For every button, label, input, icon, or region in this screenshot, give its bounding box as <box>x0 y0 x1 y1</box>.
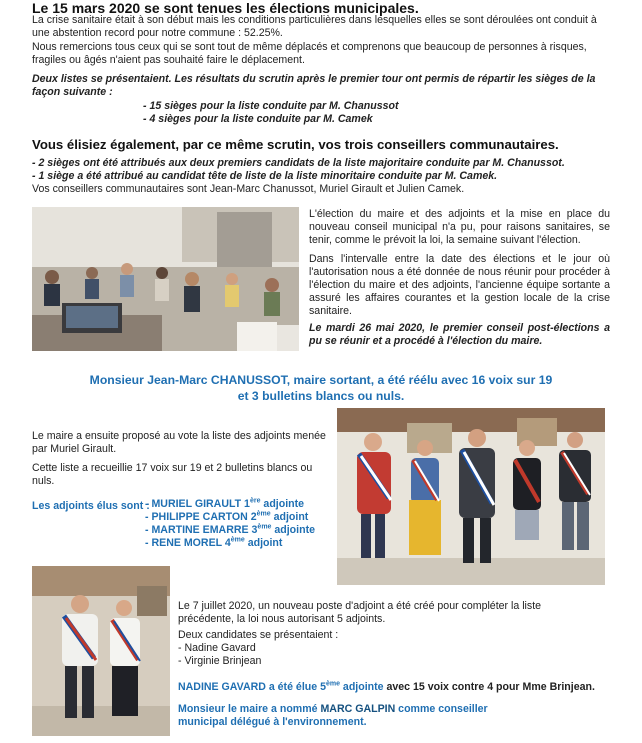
deputies-list <box>145 498 345 550</box>
council-meeting-photo <box>32 207 299 351</box>
deputies-paragraph-2: Cette liste a recueillie 17 voix sur 19 et 2 bulletins blancs ou nuls. <box>32 462 313 487</box>
deputy-2: - PHILIPPE CARTON 2ème adjoint <box>145 510 309 523</box>
delegate-name: MARC GALPIN <box>320 703 396 715</box>
deputy-1: - MURIEL GIRAULT 1ère adjointe <box>145 497 305 510</box>
deputy-3: - MARTINE EMARRE 3ème adjointe <box>145 523 315 536</box>
list-result-1: - 15 sièges pour la liste conduite par M. Chanussot <box>143 100 399 112</box>
july-paragraph-1: Le 7 juillet 2020, un nouveau poste d'adjoint a été créé pour compléter la liste précédente, la loi nous autorisant 5 adjoints. <box>178 600 542 625</box>
elected-deputy-name: NADINE GAVARD <box>178 681 266 693</box>
community-line-3: Vos conseillers communautaires sont Jean-Marc Chanussot, Muriel Girault et Julien Camek. <box>32 183 465 195</box>
deputy-4: - RENE MOREL 4ème adjoint <box>145 536 283 549</box>
new-deputy-photo <box>32 566 170 736</box>
mayor-reelected-line-1: Monsieur Jean-Marc CHANUSSOT, maire sortant, a été réélu avec 16 voix sur 19 <box>89 373 553 387</box>
july-candidate-2: - Virginie Brinjean <box>178 655 262 667</box>
section-title-community: Vous élisiez également, par ce même scrutin, vos trois conseillers communautaires. <box>32 137 559 152</box>
meeting-paragraph-1: L'élection du maire et des adjoints et la mise en place du nouveau conseil municipal n'a pu, pour raisons sanitaires, se tenir, comme le prévoit la loi, la semaine suivant l'élection. <box>309 208 610 246</box>
community-line-2: - 1 siège a été attribué au candidat tête de liste de la liste minoritaire conduite par M. Camek. <box>32 170 498 182</box>
mayor-reelected-line-2: et 3 bulletins blancs ou nuls. <box>237 389 405 403</box>
delegate-appointment: Monsieur le maire a nommé MARC GALPIN comme conseiller municipal délégué à l'environnement. <box>178 703 488 728</box>
section-title-elections: Le 15 mars 2020 se sont tenues les élections municipales. <box>32 0 419 16</box>
july-candidate-1: - Nadine Gavard <box>178 642 256 654</box>
deputies-paragraph-1: Le maire a ensuite proposé au vote la liste des adjoints menée par Muriel Girault. <box>32 430 326 455</box>
community-line-1: - 2 sièges ont été attribués aux deux premiers candidats de la liste majoritaire conduite par M. Chanussot. <box>32 157 565 169</box>
intro-paragraph-1: La crise sanitaire était à son début mais les conditions particulières dans lesquelles elles se sont déroulées ont conduit à une abstention record pour notre commune : 52.25%. <box>32 14 597 39</box>
meeting-paragraph-3: Le mardi 26 mai 2020, le premier conseil post-élections a pu se réunir et a procédé à l'élection du maire. <box>309 322 610 347</box>
list-result-2: - 4 sièges pour la liste conduite par M. Camek <box>143 113 373 125</box>
july-result: NADINE GAVARD a été élue 5ème adjointe avec 15 voix contre 4 pour Mme Brinjean. <box>178 680 595 693</box>
elected-deputies-label: Les adjoints élus sont : <box>32 500 150 512</box>
mayor-and-deputies-photo <box>337 408 605 585</box>
intro-paragraph-2: Nous remercions tous ceux qui se sont tout de même déplacés et comprenons que beaucoup de personnes à risques, fragiles ou âgés n'aient pas souhaité faire le déplacement. <box>32 41 587 66</box>
lists-intro: Deux listes se présentaient. Les résultats du scrutin après le premier tour ont permis de répartir les sièges de la façon suivante : <box>32 73 596 98</box>
meeting-paragraph-2: Dans l'intervalle entre la date des élections et le jour où l'autorisation nous a été donnée de nous réunir pour procéder à l'élection du maire et des adjoints, l'ancienne équipe sortante a assuré les affaires courantes et la gestion locale de la crise sanitaire. <box>309 253 610 317</box>
july-candidates-label: Deux candidates se présentaient : <box>178 629 339 641</box>
